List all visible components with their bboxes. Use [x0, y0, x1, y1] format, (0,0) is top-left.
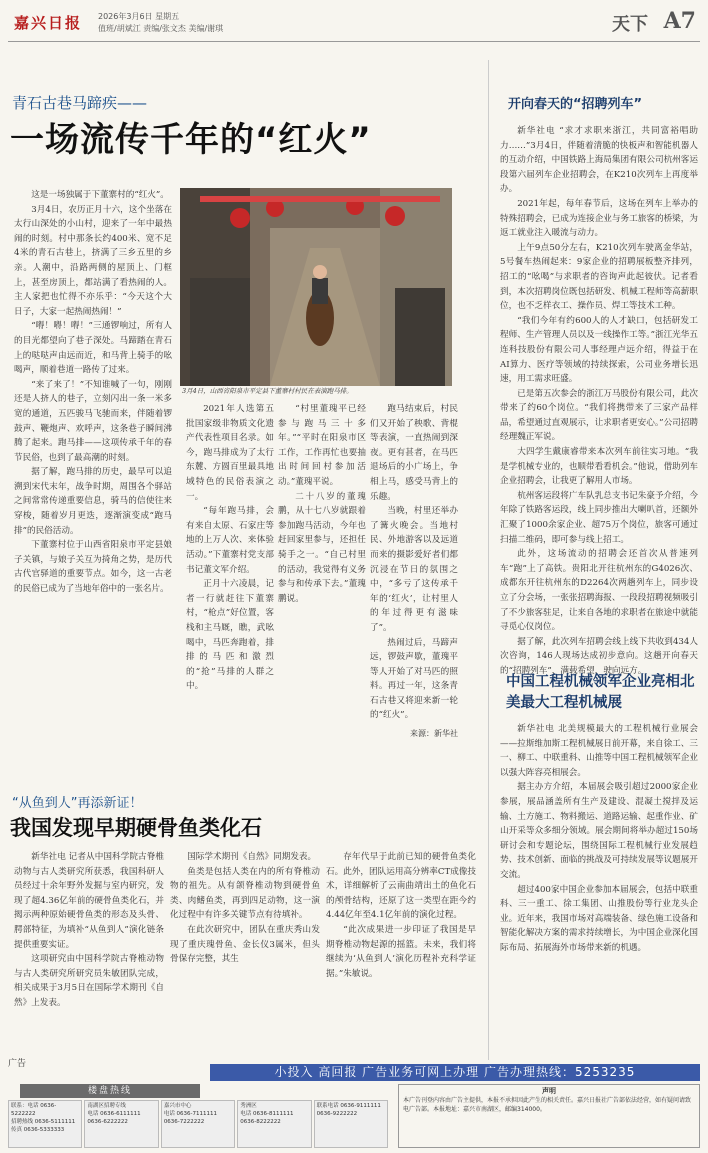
- paragraph: 大四学生戴康睿带来本次列车前往实习地。“我是学机械专业的，也顺带看看机会。”他说，借助列车企业招聘会，让我更了解用人市场。: [500, 447, 698, 487]
- story1-column-4: [370, 402, 458, 730]
- ad-section-label: 广告: [8, 1059, 27, 1069]
- masthead: [8, 8, 700, 42]
- section-name: 天下: [612, 14, 648, 35]
- paragraph: “我们今年有约600人的人才缺口，包括研发工程师、生产管理人员以及一线操作工等。”浙江光华五连科技股份有限公司人事经理卢远介绍，得益于在AI算力、医疗等领域的持续探索，公司业务增长迅速，用工需求旺盛。: [500, 315, 698, 385]
- ad-line: 联系：电话 0636-5222222: [11, 1103, 57, 1117]
- property-hotline-title: 楼盘热线: [20, 1084, 200, 1098]
- ad-line: 0636-7222222: [163, 1119, 205, 1125]
- paragraph: 新华社电 记者从中国科学院古脊椎动物与古人类研究所获悉，我国科研人员经过十余年野外发掘与室内研究，发现了超4.36亿年前的硬骨鱼类化石，并揭示两种原始硬骨鱼类的形态及头骨、腭部特征，为填补“从鱼到人”演化链条提供重要实证。: [14, 852, 164, 950]
- classified-ads-grid: [8, 1100, 388, 1148]
- ad-line: 嘉兴市中心: [163, 1103, 192, 1109]
- horse-race-photo-graphic: [180, 188, 452, 386]
- paragraph: 据了解，跑马排的历史，最早可以追溯到宋代末年，战争时期，周围各个驿站之间常常传递重要信息，骑马的信使往来穿梭，随着岁月更迭，逐渐演变成“跑马排”的民俗活动。: [14, 467, 172, 536]
- editors-line: 值班/胡斌江 责编/张文杰 美编/谢琪: [98, 24, 224, 33]
- story2-column-3: [326, 850, 476, 1044]
- paragraph: 存年代早于此前已知的硬骨鱼类化石。此外，团队运用高分辨率CT成像技术，详细解析了云南曲靖出土的鱼化石的颅骨结构，还原了这一类型在距今约4.44亿年至4.1亿年前的演化过程。: [326, 852, 476, 921]
- story4-headline: 中国工程机械领军企业亮相北美最大工程机械展: [506, 674, 695, 711]
- story1-column-1: [14, 188, 172, 730]
- paragraph: 已是第五次参会的浙江万马股份有限公司，此次带来了约60个岗位。“我们将携带来了三家产品样品，希望通过直观展示，让求职者更安心。”公司招聘经理魏正军说。: [500, 388, 698, 443]
- paragraph: 杭州客运段将广车队乳总支书记朱豪予介绍，今年除了铁路客运段，线上同步推出大喇叭首，还额外汇聚了1000余家企业、超75万个岗位，旅客可通过扫描二维码，即可参与线上招工。: [500, 490, 698, 545]
- story1-source: 来源：新华社: [410, 729, 458, 738]
- story3-headline: 开向春天的“招聘列车”: [508, 97, 643, 112]
- paragraph: 热闹过后，马蹄声远，锣鼓声歇，董瑰平等人开始了对马匹的照料。再过一年，这条青石古巷又将迎来新一轮的“红火”。: [370, 637, 458, 721]
- paragraph: 国际学术期刊《自然》同期发表。: [187, 852, 317, 862]
- paragraph: 超过400家中国企业参加本届展会，包括中联重科、三一重工、徐工集团、山推股份等行业龙头企业。近年来，我国市场对高端装备、绿色施工设备和智能化解决方案的需求持续增长，为中国企业深化国际布局、拓展海外市场带来新的机遇。: [500, 884, 698, 953]
- paragraph: 跑马结束后，村民们又开始了秧歌、背棍等表演，一直热闹到深夜。更有甚者，在马匹退场后的小广场上，争相上马，感受马背上的乐趣。: [370, 404, 458, 502]
- ad-cell: [8, 1100, 82, 1148]
- ad-line: 南湖区招聘专线: [87, 1103, 126, 1109]
- page-number: A7: [663, 8, 696, 34]
- paragraph: 据了解，此次列车招聘会线上线下共收到434人次咨询，146人现场达成初步意向。这趟开向春天的“招聘列车”，满载希望，驶向远方。: [500, 636, 698, 676]
- story4-body: [500, 722, 698, 1044]
- ad-line: 0636-6222222: [87, 1119, 128, 1125]
- ad-line: 传真 0636-5333333: [11, 1127, 65, 1133]
- column-divider: [488, 60, 489, 1060]
- paragraph: 新华社电 “求才求职来浙江，共同富裕唱助力……”3月4日，伴随着清脆的快板声和智能机器人的互动介绍，中国铁路上海局集团有限公司杭州客运段第六届列车企业招聘会，在K210次列车上再度举办。: [500, 126, 698, 195]
- legal-notice: [398, 1084, 700, 1148]
- story2-headline: 我国发现早期硬骨鱼类化石: [10, 816, 262, 840]
- story3-body: [500, 124, 698, 676]
- paragraph: 正月十六凌晨，记者一行就赶往下董寨村，“枪点”好位置，客栈和主马厩，瞧，武吆喝中，马匹奔跑着，排排的马匹和激烈的“抢”马排的人群之中。: [186, 579, 274, 692]
- ad-line: 联系电话 0636-9111111: [316, 1103, 381, 1109]
- paragraph: 2021年起，每年春节后，这场在列车上举办的特殊招聘会，已成为连接企业与务工旅客的桥梁，为返工就业注入暖流与动力。: [500, 198, 698, 239]
- ad-banner: 小投入 高回报 广告业务可网上办理 广告办理热线：5253235: [210, 1064, 700, 1081]
- ad-cell: [314, 1100, 388, 1148]
- photo-caption: 3月4日，山西省阳泉市平定县下董寨村村民在表演跑马排。: [182, 387, 353, 395]
- ad-line: 0636-8222222: [240, 1119, 281, 1125]
- paragraph: 此外，这场流动的招聘会还首次从普速列车“跑”上了高铁。贵阳北开往杭州东的G4026次、成都东开往杭州东的D2264次两趟列车上，同步设立了分会场，一张张招聘海报、一段段招聘视频吸引了不少旅客驻足，让来自各地的求职者在旅途中就能寻觅心仪岗位。: [500, 549, 698, 633]
- paragraph: “每年跑马排，会有来自太原、石家庄等地的上万人次、来体验活动。”下董寨村党支部书记董文军介绍。: [186, 506, 274, 575]
- paragraph: “嘚！嘚！嘚！”三通锣响过，所有人的目光都望向了巷子深处。马蹄踏在青石上的哒哒声由远而近，和马背上骑手的吆喝声，顺着巷道一路传了过来。: [14, 321, 172, 376]
- paragraph: “来了来了！”不知谁喊了一句，刚刚还是人挤人的巷子，立刻闪出一条一米多宽的通道，五匹骏马飞驰而来，伴随着锣鼓声、鞭炮声、欢呼声，这条巷子瞬间沸腾了起来。跑马排——这项传承千年的春节民俗，也到了最高潮的时刻。: [14, 379, 172, 463]
- paragraph: 这项研究由中国科学院古脊椎动物与古人类研究所研究员朱敏团队完成，相关成果于3月5日在国际学术期刊《自然》上发表。: [14, 954, 164, 1008]
- ad-cell: [84, 1100, 158, 1148]
- story1-kicker: 青石古巷马蹄疾——: [12, 94, 148, 112]
- newspaper-logo: 嘉兴日报: [14, 14, 83, 32]
- story1-column-2: [186, 402, 274, 730]
- paragraph: 据主办方介绍，本届展会吸引超过2000家企业参展，展品涵盖所有生产及建设、混凝土搅拌及运输、土方施工、物料搬运、道路运输、起重作业、矿山开采等众多细分领域。展会期间将举办超过150场研讨会和专题论坛，围绕国际工程机械行业发展趋势、技术创新、面临的挑战及可持续发展等议题展开交流。: [500, 782, 698, 880]
- paragraph: 2021年人选第五批国家级非物质文化遗产代表性项目名录。如今，跑马排成为了太行东麓、方圆百里最具地域特色的民俗表演之一。: [186, 404, 274, 502]
- ad-line: 秀洲区: [240, 1103, 257, 1109]
- paragraph: 在此次研究中，团队在重庆秀山发现了重庆瑰骨鱼、金长仪3属米，但头骨保存完整，其生: [170, 924, 320, 965]
- paragraph: 上午9点50分左右，K210次列车驶离金华站，5号餐车热闹起来：9家企业的招聘展板整齐排列，招工的“吆喝”与求职者的咨询声此起彼伏。记者看到，本次招聘岗位既包括研发、机械工程师等高薪职位，也不乏样衣工、操作员、焊工等技术工种。: [500, 242, 698, 312]
- notice-text: 本广告刊登内容由广告主提供，本报不承担因此产生的相关责任。嘉兴日报社广告部依法经营，如有疑问请致电广告部。本报地址：嘉兴市南湖区，邮编314000。: [403, 1097, 692, 1113]
- paragraph: 二十八岁的董瑰鹏，从十七八岁就跟着参加跑马活动，今年也赶回家里参与，还担任骑手之一。“自己村里的活动，我觉得有义务参与和传承下去。”董瑰鹏说。: [278, 491, 366, 604]
- paragraph: 新华社电 北美规模最大的工程机械行业展会——拉斯维加斯工程机械展日前开幕，来自徐工、三一、柳工、中联重科、山推等中国工程机械领军企业以强大阵容亮相展会。: [500, 724, 698, 778]
- story2-column-2: [170, 850, 320, 1044]
- story2-kicker: “从鱼到人”再添新证！: [12, 796, 143, 811]
- ad-cell: [161, 1100, 235, 1148]
- paragraph: 当晚，村里还举办了篝火晚会。当地村民、外地游客以及远道而来的摄影爱好者们都沉浸在节日的氛围之中，“多亏了这传承千年的‘红火’，让村里人的年过得更有滋味了”。: [370, 506, 458, 633]
- paragraph: “村里董瑰平已经参与跑马三十多年。”“平时在阳泉市区工作，工作再忙也要抽出时间回村参加活动。”董瑰平说。: [278, 404, 366, 487]
- ad-line: 电话 0636-7111111: [163, 1111, 218, 1117]
- ad-cell: [237, 1100, 311, 1148]
- ad-line: 电话 0636-6111111: [87, 1111, 141, 1117]
- horse-race-photo: [180, 188, 452, 386]
- header-meta: [98, 11, 223, 35]
- paragraph: “此次成果进一步印证了我国是早期脊椎动物起源的摇篮。未来，我们将继续为‘从鱼到人’演化历程补充科学证据。”朱敏说。: [326, 924, 476, 979]
- paragraph: 3月4日，农历正月十六，这个坐落在太行山深处的小山村，迎来了一年中最热闹的时刻。村中那条长约400米、宽不足4米的青石古巷上，挤满了三乡五里的乡亲。人潮中，沿路两侧的屋顶上、门框上，甚至房顶上，都站满了看热闹的人。主人家把也忙得不亦乐乎：“今天这个大日子，大家一起热闹热闹！”: [14, 204, 172, 317]
- notice-title: 声明: [542, 1087, 556, 1095]
- ad-line: 电话 0636-8111111: [240, 1111, 294, 1117]
- story1-column-3: [278, 402, 366, 730]
- story2-column-1: [14, 850, 164, 1044]
- ad-line: 0636-9222222: [316, 1111, 358, 1117]
- paragraph: 下董寨村位于山西省阳泉市平定县娘子关镇，与娘子关互为掎角之势，是历代古代官驿道的重要节点。如今，这一古老的民俗已成为了当地年俗中的一张名片。: [14, 540, 172, 595]
- paragraph: 鱼类是包括人类在内的所有脊椎动物的祖先。从有颌脊椎动物到硬骨鱼类、肉鳍鱼类，再到四足动物，这一演化过程中有许多关键节点有待填补。: [170, 866, 320, 921]
- story1-headline: 一场流传千年的“红火”: [10, 120, 372, 160]
- issue-date: 2026年3月6日 星期五: [98, 12, 180, 21]
- paragraph: 这是一场独属于下董寨村的“红火”。: [31, 190, 169, 200]
- ad-line: 招聘热线 0636-5111111: [11, 1119, 76, 1125]
